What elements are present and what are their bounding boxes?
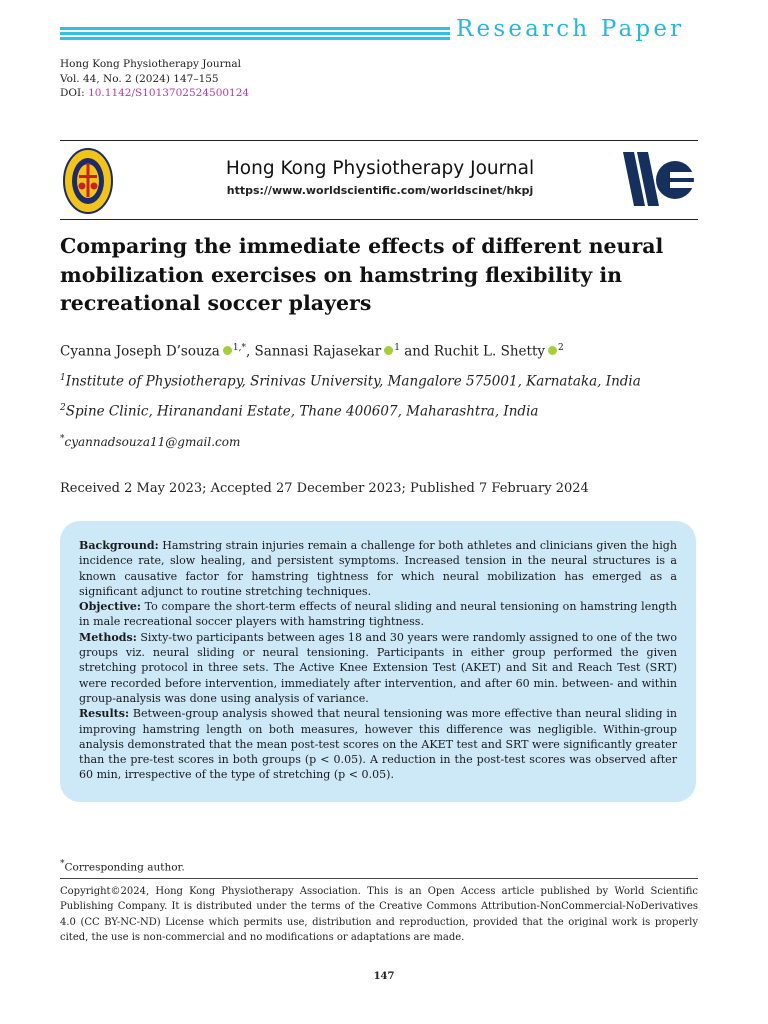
document-type-label: Research Paper	[456, 16, 685, 42]
doi-label: DOI:	[60, 87, 89, 99]
abstract-results	[79, 706, 677, 782]
journal-banner-title: Hong Kong Physiotherapy Journal	[225, 158, 535, 179]
world-scientific-logo	[623, 150, 695, 208]
abstract	[79, 538, 677, 783]
author-affiliation-mark: 1,*	[232, 343, 246, 353]
journal-citation	[60, 57, 249, 101]
footnote-mark: *	[60, 859, 65, 869]
author-name: Ruchit L. Shetty	[433, 343, 545, 360]
affiliation-text: Spine Clinic, Hiranandani Estate, Thane 400607, Maharashtra, India	[65, 403, 539, 420]
doi-link[interactable]: 10.1142/S1013702524500124	[88, 87, 250, 99]
license-statement: Copyright©2024, Hong Kong Physiotherapy Association. This is an Open Access article published by World Scientific Publishing Company. It is distributed under the terms of the Creative Commons Attribution-NonCommercial-NoDerivatives 4.0 (CC BY-NC-ND) License which permits use, distribution and reproduction, provided that the original work is properly cited, the use is non-commercial and no modifications or adaptations are made.	[60, 886, 698, 943]
affiliation-number: 2	[60, 403, 66, 413]
accent-stripe	[60, 32, 450, 35]
abstract-label: Background:	[79, 539, 159, 552]
hkpa-logo	[63, 148, 113, 214]
journal-citation-volume: Vol. 44, No. 2 (2024) 147–155	[60, 72, 219, 85]
author-affiliation-mark: 2	[558, 343, 564, 353]
abstract-label: Objective:	[79, 600, 141, 614]
accent-stripe	[60, 37, 450, 40]
corresponding-author-footnote	[60, 859, 185, 874]
affiliation-number: 1	[60, 373, 66, 383]
orcid-icon[interactable]	[384, 346, 393, 355]
author-affiliation-mark: 1	[394, 343, 400, 353]
page-number: 147	[373, 971, 395, 982]
affiliation-text: Institute of Physiotherapy, Srinivas University, Mangalore 575001, Karnataka, India	[65, 373, 641, 390]
email-address[interactable]: cyannadsouza11@gmail.com	[64, 435, 241, 449]
abstract-methods	[79, 630, 677, 706]
orcid-icon[interactable]	[548, 346, 557, 355]
footnote-text: Corresponding author.	[64, 861, 185, 874]
abstract-label: Methods:	[79, 630, 137, 644]
corresponding-email	[60, 434, 240, 449]
title-line: recreational soccer players	[60, 291, 372, 315]
abstract-body: Sixty-two participants between ages 18 and 30 years were randomly assigned to one of the two groups viz. neural sliding or neural tensioning. Participants in either group performed the given stretching protocol in three sets. The Active Knee Extension Test (AKET) and Sit and Reach Test (SRT) were recorded before intervention, immediately after intervention, and after 60 min. between- and within group-analysis was done using analysis of variance.	[79, 630, 677, 705]
affiliation	[60, 403, 538, 420]
abstract-label: Results:	[79, 707, 130, 721]
accent-stripe	[60, 27, 450, 30]
divider	[60, 219, 698, 220]
orcid-icon[interactable]	[223, 346, 232, 355]
affiliation	[60, 373, 641, 390]
journal-citation-name: Hong Kong Physiotherapy Journal	[60, 58, 241, 70]
author-separator: and	[399, 343, 434, 360]
title-line: mobilization exercises on hamstring flexibility in	[60, 262, 623, 287]
title-line: Comparing the immediate effects of different neural	[60, 234, 664, 258]
email-mark: *	[60, 434, 65, 444]
abstract-body: Hamstring strain injuries remain a challenge for both athletes and clinicians given the high incidence rate, slow healing, and persistent symptoms. Increased tension in the neural structures is a known causative factor for hamstring tightness for which neural mobilization has emerged as a significant adjunct to routine stretching techniques.	[79, 539, 677, 598]
abstract-body: Between-group analysis showed that neural tensioning was more effective than neural sliding in improving hamstring length on both measures, however this difference was negligible. Within-group analysis demonstrated that the mean post-test scores on the AKET test and SRT were significantly greater than the pre-test scores in both groups (p < 0.05). A reduction in the post-test scores was observed after 60 min, irrespective of the type of stretching (p < 0.05).	[79, 707, 677, 782]
author-list	[60, 343, 564, 360]
publication-dates: Received 2 May 2023; Accepted 27 December 2023; Published 7 February 2024	[60, 481, 589, 496]
article-title	[60, 232, 700, 318]
journal-citation-doi	[60, 86, 249, 101]
divider	[60, 878, 698, 879]
author-separator: ,	[245, 343, 255, 360]
abstract-background	[79, 538, 677, 599]
divider	[60, 140, 698, 141]
header-accent-bar	[60, 27, 450, 40]
author-name: Sannasi Rajasekar	[254, 343, 382, 360]
author-name: Cyanna Joseph D’souza	[60, 343, 220, 360]
abstract-body: To compare the short-term effects of neural sliding and neural tensioning on hamstring length in male recreational soccer players with hamstring tightness.	[79, 600, 677, 629]
journal-url[interactable]: https://www.worldscientific.com/worldscinet/hkpj	[226, 184, 534, 197]
abstract-objective	[79, 599, 677, 630]
